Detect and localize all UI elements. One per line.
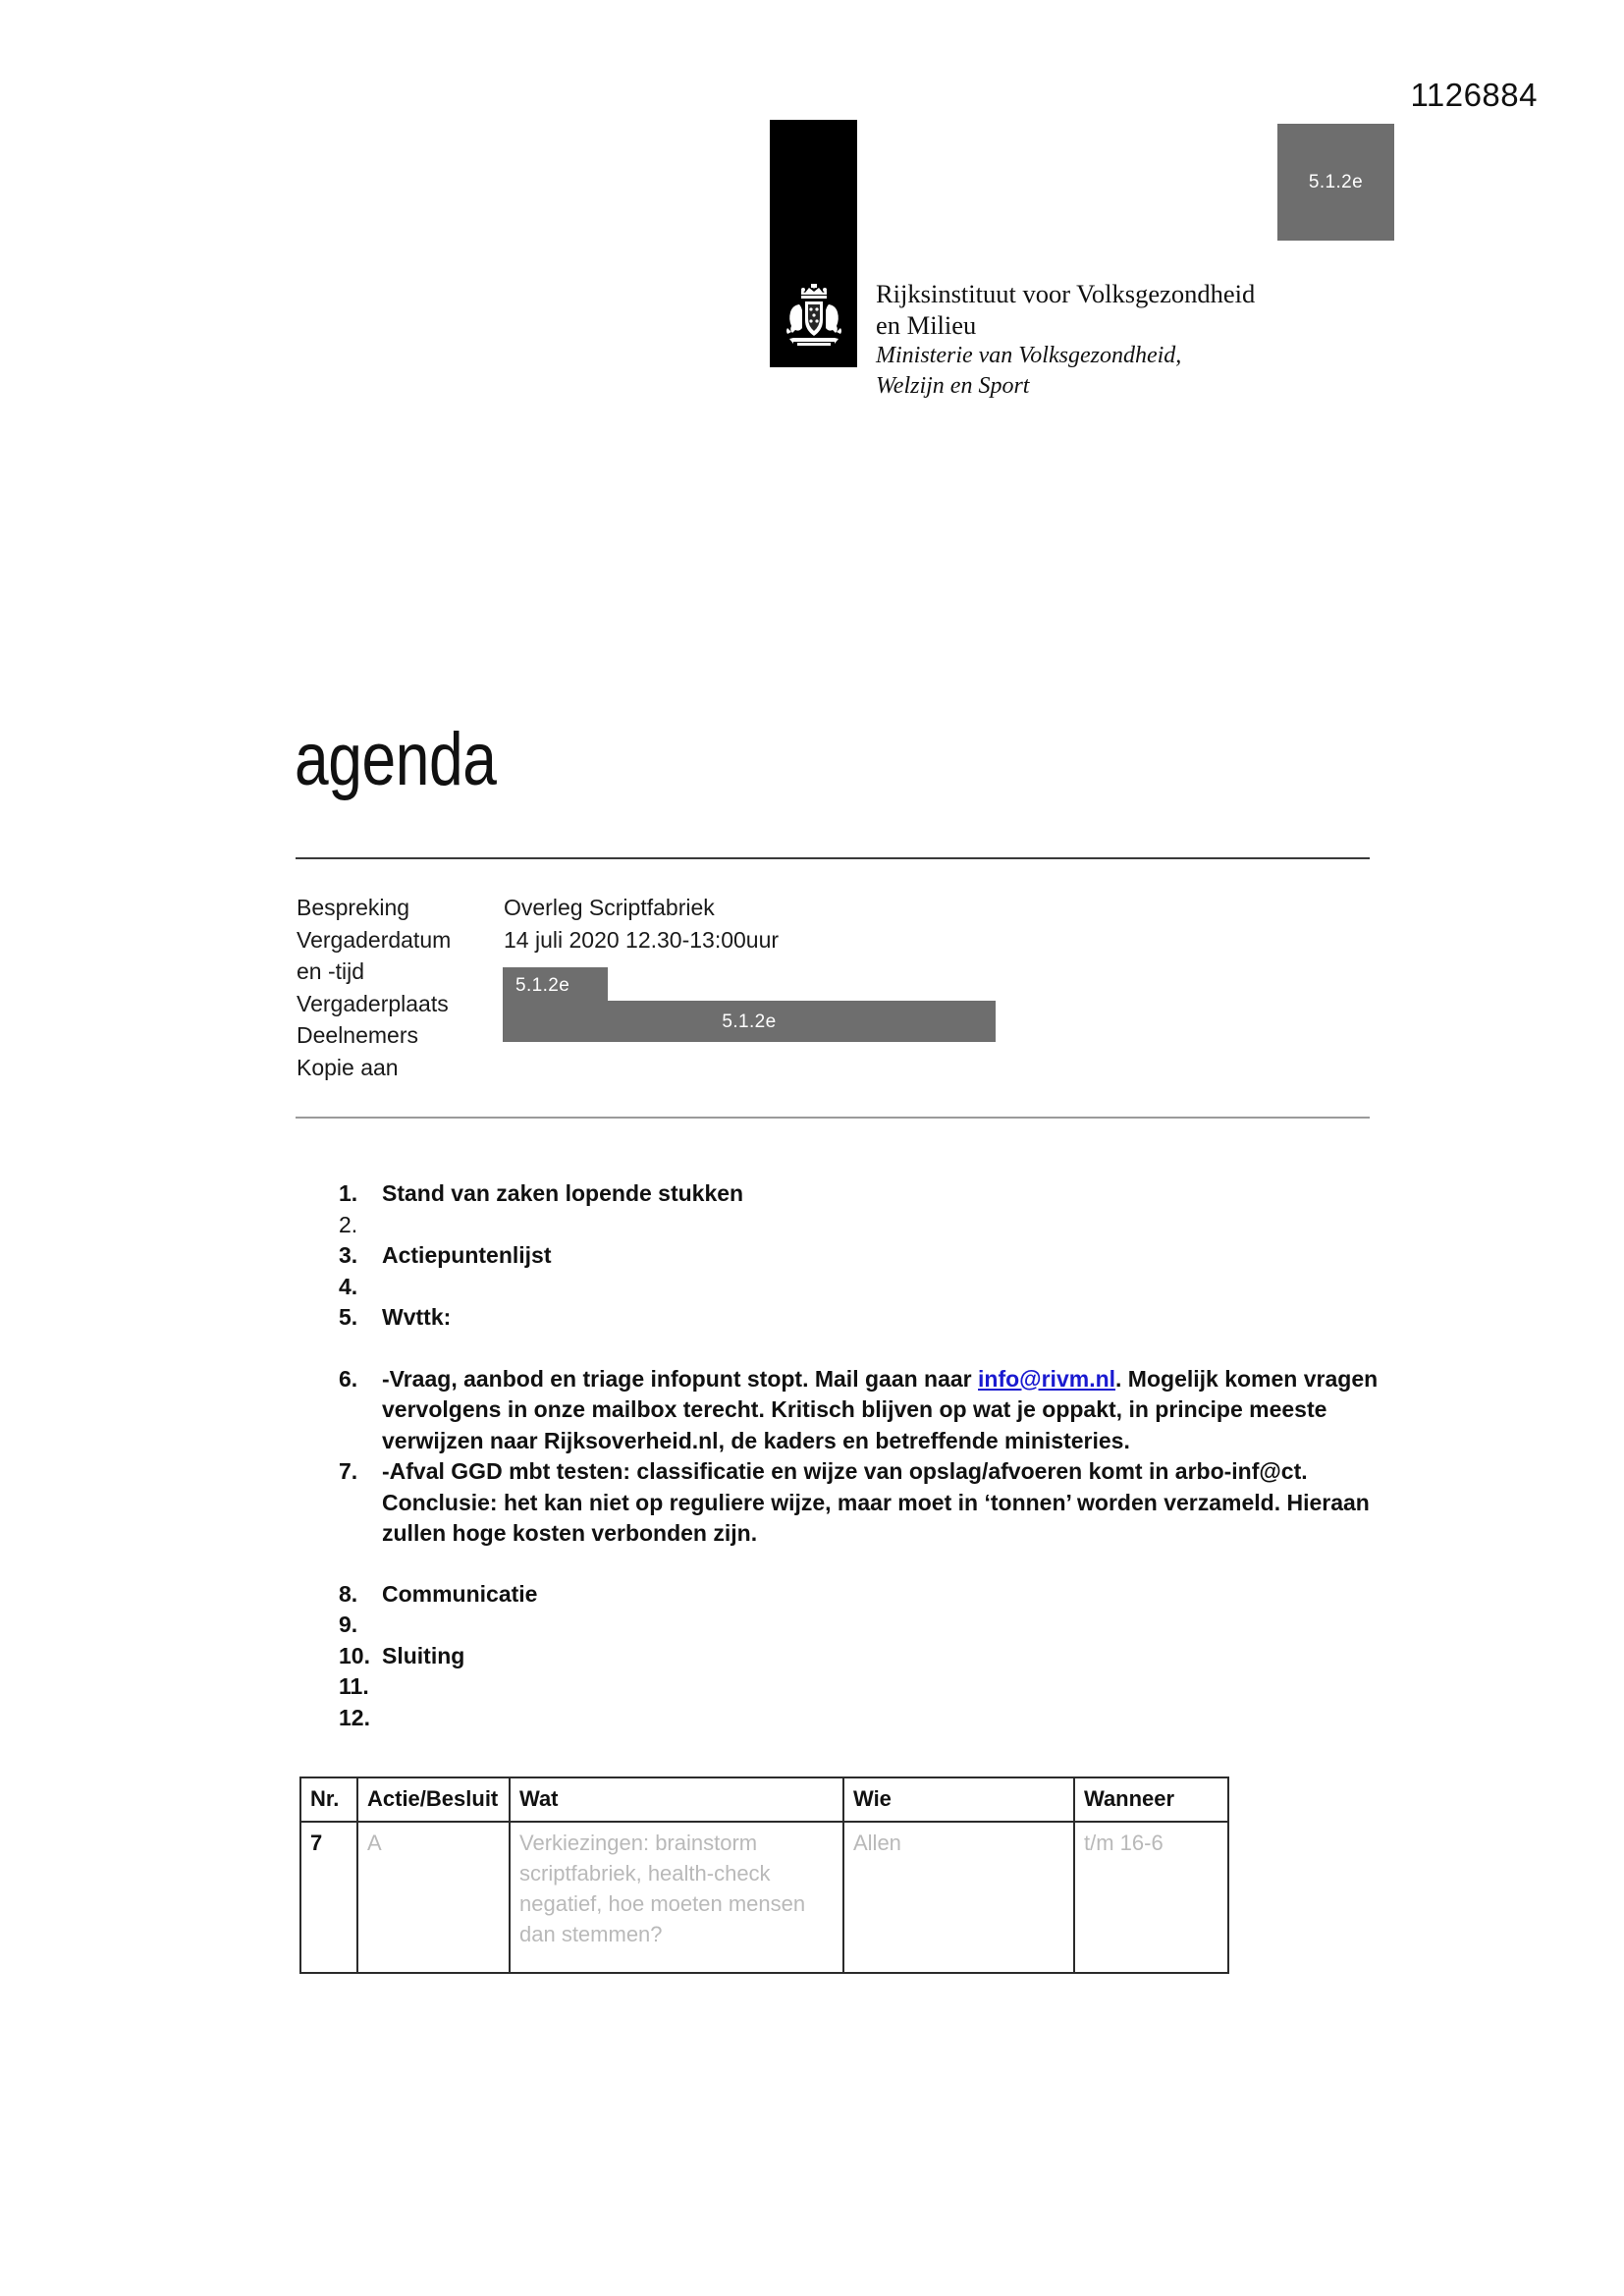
agenda-item-7 [339,1456,1380,1550]
agenda-item-number: 1. [339,1180,358,1206]
meta-label-bespreking: Bespreking [297,895,410,920]
table-header-wie: Wie [843,1777,1074,1822]
agenda-item-number: 2. [339,1211,358,1237]
table-header-wat: Wat [510,1777,843,1822]
table-cell-wat: Verkiezingen: brainstorm scriptfabriek, health-check negatief, hoe moeten mensen dan stemmen? [510,1822,843,1973]
agenda-item-4 [339,1272,1380,1303]
agenda-item-number: 3. [339,1242,358,1268]
logo-wordmark [876,278,1386,402]
meta-value-bespreking: Overleg Scriptfabriek [504,895,715,920]
agenda-item-6 [339,1364,1380,1457]
agenda-item-9 [339,1610,1380,1641]
metadata-labels [297,892,493,1083]
agenda-item-text [382,1364,1380,1457]
table-header-actie: Actie/Besluit [357,1777,510,1822]
meta-value-vergaderdatum: 14 juli 2020 12.30-13:00uur [504,926,780,953]
agenda-item-text: Wvttk: [382,1304,452,1330]
agenda-item-8 [339,1579,1380,1611]
agenda-item-text: Communicatie [382,1580,538,1607]
agenda-item-3 [339,1240,1380,1272]
redaction-block-header: 5.1.2e [1277,124,1394,241]
agenda-item-number: 7. [339,1458,358,1484]
agenda-item-number: 8. [339,1580,358,1607]
table-header-wanneer: Wanneer [1074,1777,1228,1822]
agenda-item-number: 10. [339,1642,370,1668]
logo-black-bar [770,120,857,367]
agenda-item-6-text-before: -Vraag, aanbod en triage infopunt stopt. Mail gaan naar [382,1365,979,1392]
agenda-item-text: Actiepuntenlijst [382,1242,552,1268]
page-title: agenda [295,718,497,801]
table-header-nr: Nr. [300,1777,357,1822]
agenda-item-11 [339,1671,1380,1703]
divider-bottom [296,1117,1370,1119]
agenda-item-list [339,1178,1380,1733]
agenda-item-text: Stand van zaken lopende stukken [382,1180,744,1206]
agenda-item-12 [339,1703,1380,1734]
agenda-item-10 [339,1641,1380,1672]
divider-top [296,857,1370,859]
table-cell-actie: A [357,1822,510,1973]
agenda-item-number: 6. [339,1365,358,1392]
email-link-info-rivm[interactable]: info@rivm.nl [978,1365,1116,1392]
agenda-item-number: 5. [339,1304,358,1330]
agenda-item-number: 12. [339,1704,370,1730]
logo-line-2: en Milieu [876,310,977,340]
metadata-values [504,892,779,956]
logo-line-4: Welzijn en Sport [876,373,1030,399]
agenda-item-number: 11. [339,1673,369,1699]
meta-label-deelnemers: Deelnemers [297,1022,418,1048]
action-items-table [299,1777,1229,1974]
agenda-item-2 [339,1210,1380,1241]
document-number: 1126884 [1410,77,1538,113]
redaction-block-vergaderplaats: 5.1.2e [503,967,608,1004]
table-row [300,1822,1228,1973]
logo-line-3: Ministerie van Volksgezondheid, [876,343,1182,368]
agenda-item-5 [339,1302,1380,1334]
meta-label-en-tijd: en -tijd [297,958,365,984]
meta-label-vergaderplaats: Vergaderplaats [297,990,449,1016]
table-cell-wanneer: t/m 16-6 [1074,1822,1228,1973]
logo-line-1: Rijksinstituut voor Volksgezondheid [876,279,1256,308]
agenda-item-1 [339,1178,1380,1210]
agenda-item-number: 9. [339,1612,358,1637]
redaction-block-deelnemers: 5.1.2e [503,1001,996,1042]
agenda-item-text: -Afval GGD mbt testen: classificatie en wijze van opslag/afvoeren komt in arbo-inf@ct. Conclusie: het kan niet op reguliere wijze, maar moet in ‘tonnen’ worden verzameld. Hieraan zullen hoge kosten verbonden zijn. [382,1458,1370,1546]
table-cell-wie: Allen [843,1822,1074,1973]
table-header-row [300,1777,1228,1822]
table-cell-nr: 7 [300,1822,357,1973]
dutch-coat-of-arms-icon [784,283,844,354]
agenda-item-6-text-after: . Mogelijk komen vragen vervolgens in onze mailbox terecht. Kritisch blijven op wat je oppakt, in principe meeste verwijzen naar Rijksoverheid.nl, de kaders en betreffende ministeries. [382,1365,1379,1453]
meta-label-vergaderdatum: Vergaderdatum [297,926,452,953]
meta-label-kopie-aan: Kopie aan [297,1054,399,1080]
agenda-item-number: 4. [339,1273,358,1299]
agenda-item-text: Sluiting [382,1642,465,1668]
